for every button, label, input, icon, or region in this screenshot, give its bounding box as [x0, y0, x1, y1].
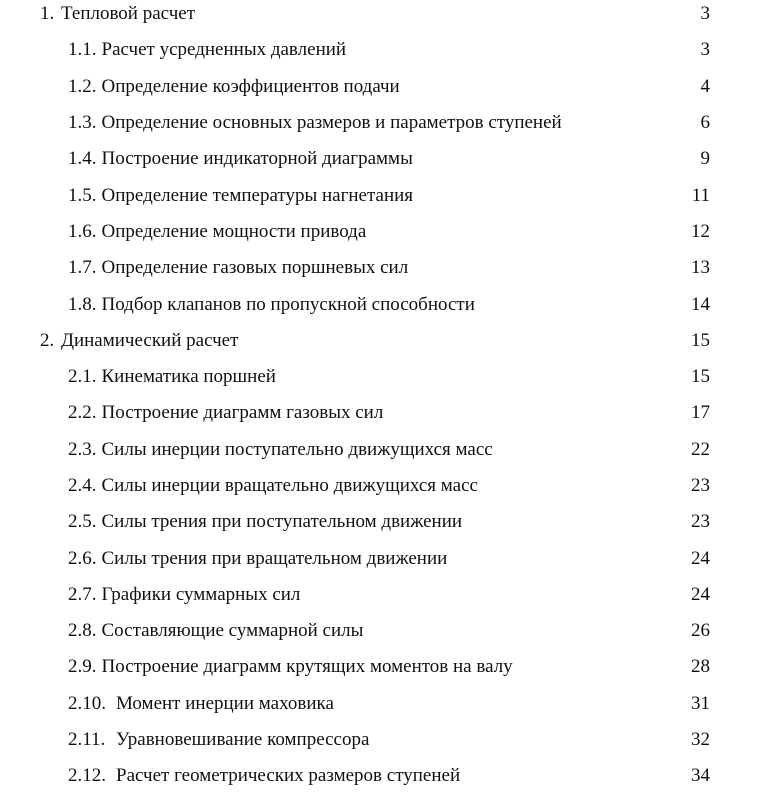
toc-item-title: Момент инерции маховика [116, 692, 334, 714]
toc-row [0, 686, 777, 722]
toc-row [0, 323, 777, 359]
toc-item-page: 3 [700, 3, 710, 25]
toc-item-page: 17 [691, 402, 710, 424]
toc-item-number: 2.12. [68, 765, 106, 787]
toc-item-page: 14 [691, 293, 710, 315]
toc-item-title: Составляющие суммарной силы [101, 620, 364, 642]
toc-row [0, 577, 777, 613]
toc-item-number: 1.3. [68, 112, 97, 134]
toc-item-title: Силы трения при вращательном движении [101, 547, 448, 569]
toc-row [0, 395, 777, 431]
toc-row [0, 69, 777, 105]
toc-item-number: 2.11. [68, 729, 106, 751]
toc-item-number: 2.8. [68, 620, 97, 642]
toc-item-page: 9 [700, 148, 710, 170]
toc-row [0, 0, 777, 32]
toc-item-title: Определение газовых поршневых сил [101, 257, 409, 279]
toc-item-number: 2.10. [68, 692, 106, 714]
toc-item-number: 1.4. [68, 148, 97, 170]
toc-item-number: 2.9. [68, 656, 97, 678]
toc-row [0, 105, 777, 141]
toc-item-number: 1.6. [68, 220, 97, 242]
toc-item-number: 2.3. [68, 438, 97, 460]
toc-item-page: 28 [691, 656, 710, 678]
toc-item-title: Динамический расчет [61, 329, 239, 351]
toc-row [0, 141, 777, 177]
toc-item-page: 22 [691, 438, 710, 460]
toc-item-title: Определение мощности привода [101, 220, 367, 242]
toc-item-page: 4 [700, 75, 710, 97]
toc-row [0, 758, 777, 794]
toc-item-number: 1.7. [68, 257, 97, 279]
toc-item-page: 23 [691, 511, 710, 533]
toc-item-number: 2.2. [68, 402, 97, 424]
toc-item-page: 15 [691, 329, 710, 351]
toc-item-title: Построение индикаторной диаграммы [101, 148, 413, 170]
toc-row [0, 722, 777, 758]
toc-item-page: 6 [700, 112, 710, 134]
toc-item-number: 2.5. [68, 511, 97, 533]
toc-row [0, 613, 777, 649]
toc-item-page: 11 [691, 184, 710, 206]
toc-row [0, 286, 777, 322]
toc-item-title: Силы трения при поступательном движении [101, 511, 463, 533]
toc-row [0, 504, 777, 540]
toc-item-number: 1.5. [68, 184, 97, 206]
toc-item-title: Тепловой расчет [61, 3, 196, 25]
toc-item-page: 15 [691, 366, 710, 388]
toc-item-title: Определение коэффициентов подачи [101, 75, 400, 97]
toc-item-title: Силы инерции поступательно движущихся масс [101, 438, 493, 460]
toc-item-number: 2.4. [68, 475, 97, 496]
toc-row [0, 540, 777, 576]
toc-row [0, 649, 777, 685]
toc-item-title: Подбор клапанов по пропускной способности [101, 293, 475, 315]
toc-item-title: Построение диаграмм газовых сил [101, 402, 384, 424]
toc-row [0, 177, 777, 213]
toc-item-page: 12 [691, 220, 710, 242]
toc-row [0, 432, 777, 468]
toc-item-number: 1.2. [68, 75, 97, 97]
toc-item-title: Построение диаграмм крутящих моментов на валу [101, 656, 513, 678]
toc-item-title: Определение основных размеров и параметров ступеней [101, 112, 562, 134]
toc-item-title: Расчет геометрических размеров ступеней [116, 765, 461, 787]
toc-item-number: 2. [40, 329, 55, 351]
toc-row [0, 359, 777, 395]
toc-item-title: Силы инерции вращательно движущихся масс [101, 475, 478, 496]
toc-item-number: 2.1. [68, 366, 97, 388]
toc-item-page: 23 [691, 475, 710, 496]
toc-item-title: Уравновешивание компрессора [116, 729, 370, 751]
toc-item-page: 31 [691, 692, 710, 714]
toc-item-title: Кинематика поршней [101, 366, 276, 388]
toc-row [0, 250, 777, 286]
toc-item-page: 34 [691, 765, 710, 787]
toc-row [0, 32, 777, 68]
toc-item-title: Графики суммарных сил [101, 583, 301, 605]
toc-row [0, 468, 777, 504]
toc-item-number: 2.6. [68, 547, 97, 569]
toc-item-page: 24 [691, 547, 710, 569]
toc-item-page: 26 [691, 620, 710, 642]
toc-item-page: 32 [691, 729, 710, 751]
toc-item-number: 1. [40, 3, 55, 25]
toc-row [0, 214, 777, 250]
toc-item-page: 13 [691, 257, 710, 279]
toc-item-number: 2.7. [68, 583, 97, 605]
toc-item-number: 1.1. [68, 39, 97, 61]
toc-item-title: Определение температуры нагнетания [101, 184, 414, 206]
toc-item-page: 3 [700, 39, 710, 61]
toc-item-title: Расчет усредненных давлений [101, 39, 347, 61]
toc-item-number: 1.8. [68, 293, 97, 315]
toc-item-page: 24 [691, 583, 710, 605]
